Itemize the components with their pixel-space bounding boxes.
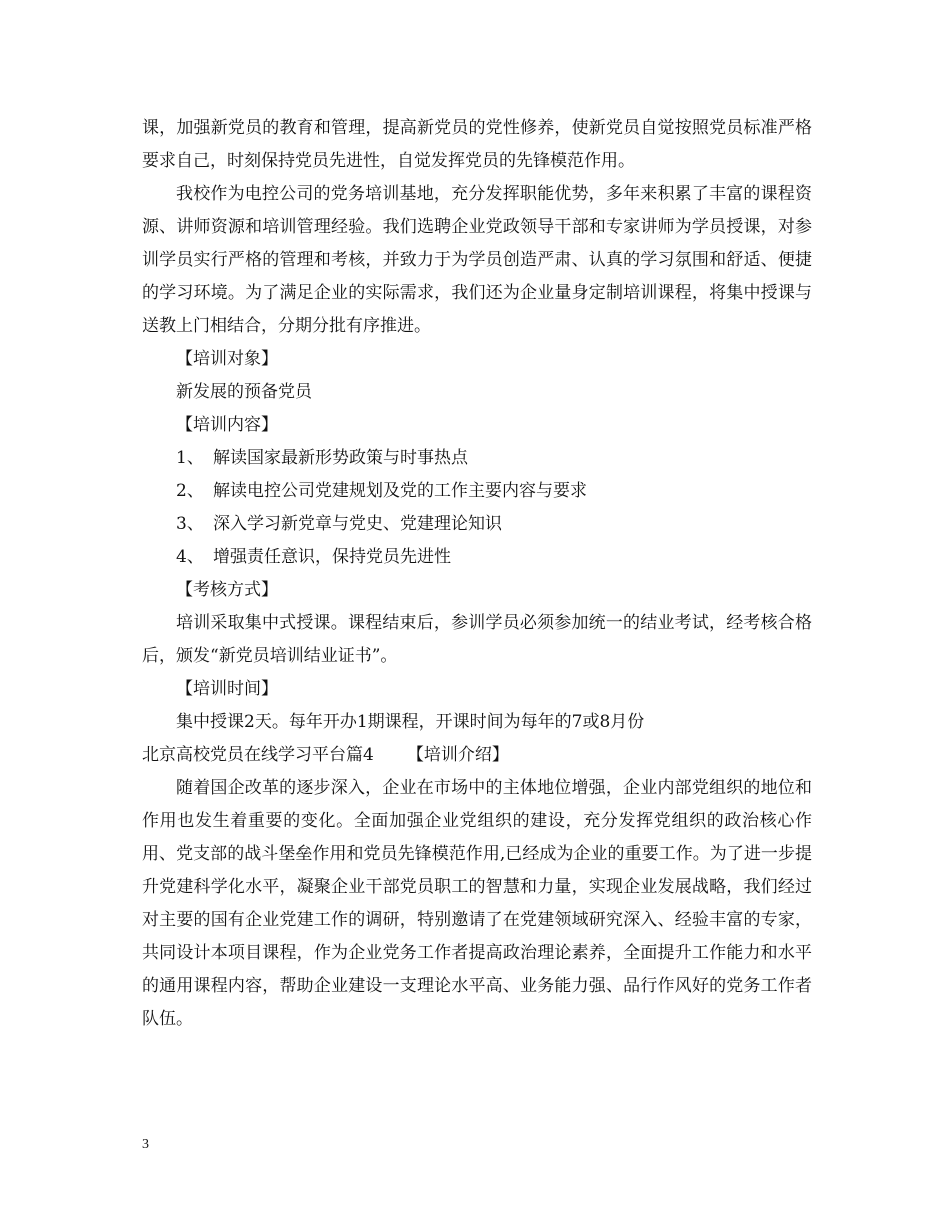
paragraph-school-intro: 我校作为电控公司的党务培训基地，充分发挥职能优势，多年来积累了丰富的课程资源、讲师资源和培训管理经验。我们选聘企业党政领导干部和专家讲师为学员授课，对参训学员实行严格的管理和考核，并致力于为学员创造严肃、认真的学习氛围和舒适、便捷的学习环境。为了满足企业的实际需求，我们还为企业量身定制培训课程，将集中授课与送教上门相结合，分期分批有序推进。 xyxy=(142,184,812,336)
page-number: 3 xyxy=(142,1137,149,1152)
list-item-text: 解读电控公司党建规划及党的工作主要内容与要求 xyxy=(213,481,587,501)
heading-training-intro: 【培训介绍】 xyxy=(406,745,509,765)
heading-training-content: 【培训内容】 xyxy=(176,415,278,435)
heading-training-time: 【培训时间】 xyxy=(176,679,278,699)
document-body xyxy=(142,112,812,1036)
list-item-number: 2、 xyxy=(176,481,204,501)
training-intro-text: 随着国企改革的逐步深入，企业在市场中的主体地位增强，企业内部党组织的地位和作用也发生着重要的变化。全面加强企业党组织的建设，充分发挥党组织的政治核心作用、党支部的战斗堡垒作用和党员先锋模范作用,已经成为企业的重要工作。为了进一步提升党建科学化水平，凝聚企业干部党员职工的智慧和力量，实现企业发展战略，我们经过对主要的国有企业党建工作的调研，特别邀请了在党建领域研究深入、经验丰富的专家，共同设计本项目课程，作为企业党务工作者提高政治理论素养，全面提升工作能力和水平的通用课程内容，帮助企业建设一支理论水平高、业务能力强、品行作风好的党务工作者队伍。 xyxy=(142,778,812,1029)
assessment-text: 培训采取集中式授课。课程结束后，参训学员必须参加统一的结业考试，经考核合格后，颁发“新党员培训结业证书”。 xyxy=(142,613,812,666)
list-item-number: 1、 xyxy=(176,448,204,468)
section-title-line xyxy=(142,739,812,772)
list-item-number: 4、 xyxy=(176,547,204,567)
list-item-number: 3、 xyxy=(176,514,204,534)
list-item-text: 增强责任意识，保持党员先进性 xyxy=(213,547,451,567)
list-item xyxy=(142,541,812,574)
list-item-text: 解读国家最新形势政策与时事热点 xyxy=(213,448,468,468)
paragraph-continued: 课，加强新党员的教育和管理，提高新党员的党性修养，使新党员自觉按照党员标准严格要求自己，时刻保持党员先进性，自觉发挥党员的先锋模范作用。 xyxy=(142,118,812,171)
list-item xyxy=(142,442,812,475)
section-title: 北京高校党员在线学习平台篇4 xyxy=(142,745,374,765)
heading-assessment: 【考核方式】 xyxy=(176,580,278,600)
heading-training-target: 【培训对象】 xyxy=(176,349,278,369)
training-target-text: 新发展的预备党员 xyxy=(176,382,312,402)
training-time-text: 集中授课2天。每年开办1期课程，开课时间为每年的7或8月份 xyxy=(176,712,645,732)
list-item xyxy=(142,508,812,541)
list-item xyxy=(142,475,812,508)
list-item-text: 深入学习新党章与党史、党建理论知识 xyxy=(213,514,502,534)
